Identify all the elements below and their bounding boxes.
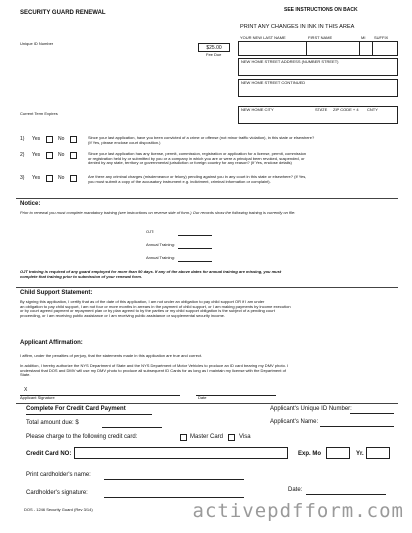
training-annual-label: Annual Training: xyxy=(146,242,175,247)
child-support-line: proceeding, or I am receiving public assistance or I am receiving public assistance or supplemental security income. xyxy=(20,312,225,318)
affirmation-line: understand that DOS and DMV will use my DMV photo to produce all subsequent ID Cards for as long as I maintain my license with the Department of xyxy=(20,367,286,373)
no-label: No xyxy=(58,152,65,158)
fee-label: Fee Due xyxy=(206,52,222,57)
cardholder-name-line[interactable] xyxy=(104,479,244,480)
question-line: Since your last application has any license, permit, commission, registration or application for a license, permit, commission xyxy=(88,151,307,156)
no-checkbox[interactable] xyxy=(70,136,77,143)
charge-to-label: Please charge to the following credit card: xyxy=(26,434,138,440)
notice-text: Prior to renewal you must complete mandatory training (see instructions on reverse side of form.) Our records show the following training is currently on file: xyxy=(20,210,296,215)
date-label: Date xyxy=(198,395,207,400)
notice-heading: Notice: xyxy=(20,201,41,207)
cc-number-label: Credit Card NO: xyxy=(26,451,72,457)
applicant-name-label: Applicant's Name: xyxy=(270,419,319,425)
total-line[interactable] xyxy=(102,427,162,428)
section-divider xyxy=(16,198,398,199)
address-continued-field[interactable] xyxy=(238,79,398,97)
first-name-label: FIRST NAME xyxy=(308,35,333,40)
exp-month-field[interactable] xyxy=(326,447,350,459)
city-field[interactable] xyxy=(238,106,398,124)
applicant-uid-label: Applicant's Unique ID Number: xyxy=(270,406,352,412)
exp-year-label: Yr. xyxy=(356,451,364,457)
payment-date-label: Date: xyxy=(288,487,303,493)
applicant-uid-line[interactable] xyxy=(350,413,394,414)
form-title: SECURITY GUARD RENEWAL xyxy=(20,10,106,16)
question-text xyxy=(88,136,398,145)
cc-number-field[interactable] xyxy=(74,447,288,459)
section-divider xyxy=(16,403,398,404)
no-label: No xyxy=(58,136,65,142)
applicant-name-line[interactable] xyxy=(320,426,394,427)
mastercard-label: Master Card xyxy=(190,434,224,440)
child-support-line: an obligation to pay child support, I am not four or more months in arrears in the payment of child support, or I am making payments by income execution xyxy=(20,303,291,309)
cardholder-signature-label: Cardholder's signature: xyxy=(26,490,88,496)
question-number: 3) xyxy=(20,175,25,181)
question-text xyxy=(88,152,398,166)
see-instructions: SEE INSTRUCTIONS ON BACK xyxy=(284,7,358,13)
signature-label: Applicant Signature xyxy=(20,395,55,400)
watermark: activepdfform.com xyxy=(192,500,404,522)
yes-label: Yes xyxy=(32,136,41,142)
ojt-note-line: OJT training is required of any guard employed for more than 90 days. If any of the above dates for annual training are missing, you must xyxy=(20,269,282,274)
address-label: NEW HOME STREET ADDRESS (NUMBER STREET) xyxy=(241,59,339,64)
ojt-note xyxy=(20,270,400,279)
question-line: or registration held by or submitted by you or a company in which you are or were a principal been revoked, suspended, or xyxy=(88,155,305,161)
ojt-note-line: complete that training prior to submission of your renewal form. xyxy=(20,273,143,279)
cnty-label: CNTY xyxy=(367,107,378,112)
exp-month-label: Exp. Mo xyxy=(298,451,322,457)
child-support-text xyxy=(20,300,400,318)
affirmation-authorize xyxy=(20,364,400,378)
training-annual-line[interactable] xyxy=(178,248,212,249)
city-label: NEW HOME CITY xyxy=(241,107,274,112)
fee-amount: $25.00 xyxy=(206,45,222,51)
question-line: denied by any state, territory or governmental jurisdiction or foreign country for any reason? (If Yes, enclose details) xyxy=(88,160,292,166)
question-line: Are there any criminal charges (misdemeanor or felony) pending against you in any court in this state or elsewhere? (If Yes, xyxy=(88,174,307,179)
question-line: you must submit a copy of the accusatory instrument e.g. indictment, criminal information or complaint). xyxy=(88,178,271,184)
yes-checkbox[interactable] xyxy=(46,136,53,143)
training-annual-label: Annual Training: xyxy=(146,255,175,260)
question-number: 2) xyxy=(20,152,25,158)
training-ojt-line[interactable] xyxy=(178,235,212,236)
mi-label: MI xyxy=(361,35,366,40)
cardholder-signature-line[interactable] xyxy=(104,497,244,498)
child-support-line: By signing this application, I certify that as of the date of this application, I am not under an obligation to pay child support OR if I am under xyxy=(20,299,265,304)
total-label: Total amount due: $ xyxy=(26,420,79,426)
training-annual-line[interactable] xyxy=(178,261,212,262)
name-field[interactable] xyxy=(238,41,398,56)
print-changes-note: PRINT ANY CHANGES IN INK IN THIS AREA xyxy=(240,24,355,30)
signature-mark: X xyxy=(24,387,28,393)
state-label: STATE xyxy=(315,107,328,112)
last-name-label: YOUR NEW LAST NAME xyxy=(240,35,286,40)
visa-checkbox[interactable] xyxy=(228,434,235,441)
visa-label: Visa xyxy=(239,434,251,440)
address-continued-label: NEW HOME STREET CONTINUED xyxy=(241,80,306,85)
child-support-heading: Child Support Statement: xyxy=(20,290,93,296)
question-text xyxy=(88,175,398,184)
address-field[interactable] xyxy=(238,58,398,76)
yes-checkbox[interactable] xyxy=(46,175,53,182)
no-label: No xyxy=(58,175,65,181)
current-term-label: Current Term Expires xyxy=(20,111,58,116)
payment-heading: Complete For Credit Card Payment xyxy=(26,406,126,412)
mastercard-checkbox[interactable] xyxy=(180,434,187,441)
training-ojt-label: OJT: xyxy=(146,229,155,234)
affirmation-line: State. xyxy=(20,372,31,378)
child-support-line: or by court agreed payment or repayment plan or by plan agreed to by the parties or my child support obligation is the subject of a pending court xyxy=(20,308,275,314)
exp-year-field[interactable] xyxy=(366,447,390,459)
date-line[interactable] xyxy=(196,395,276,396)
affirmation-line: In addition, I hereby authorize the NYS Department of State and the NYS Department of Motor Vehicles to produce an ID card bearing my DMV photo. I xyxy=(20,363,289,368)
question-number: 1) xyxy=(20,136,25,142)
fee-box xyxy=(198,43,230,52)
yes-label: Yes xyxy=(32,152,41,158)
affirmation-text: I affirm, under the penalties of perjury, that the statements made in this application are true and correct. xyxy=(20,353,203,358)
zip-label: ZIP CODE + 4 xyxy=(333,107,359,112)
cardholder-name-label: Print cardholder's name: xyxy=(26,472,91,478)
question-line: Since your last application, have you been convicted of a crime or offense (not minor traffic violation), in this state or elsewhere? xyxy=(88,135,315,140)
suffix-label: SUFFIX xyxy=(374,35,389,40)
payment-heading-underline xyxy=(26,414,152,415)
question-line: (If Yes, please enclose court disposition.) xyxy=(88,139,161,145)
yes-label: Yes xyxy=(32,175,41,181)
affirmation-heading: Applicant Affirmation: xyxy=(20,340,83,346)
section-divider xyxy=(16,287,398,288)
no-checkbox[interactable] xyxy=(70,152,77,159)
unique-id-label: Unique ID Number xyxy=(20,41,54,46)
form-id: DOS - 1246 Security Guard (Rev 3/14) xyxy=(24,507,93,512)
payment-date-line[interactable] xyxy=(306,494,386,495)
no-checkbox[interactable] xyxy=(70,175,77,182)
yes-checkbox[interactable] xyxy=(46,152,53,159)
